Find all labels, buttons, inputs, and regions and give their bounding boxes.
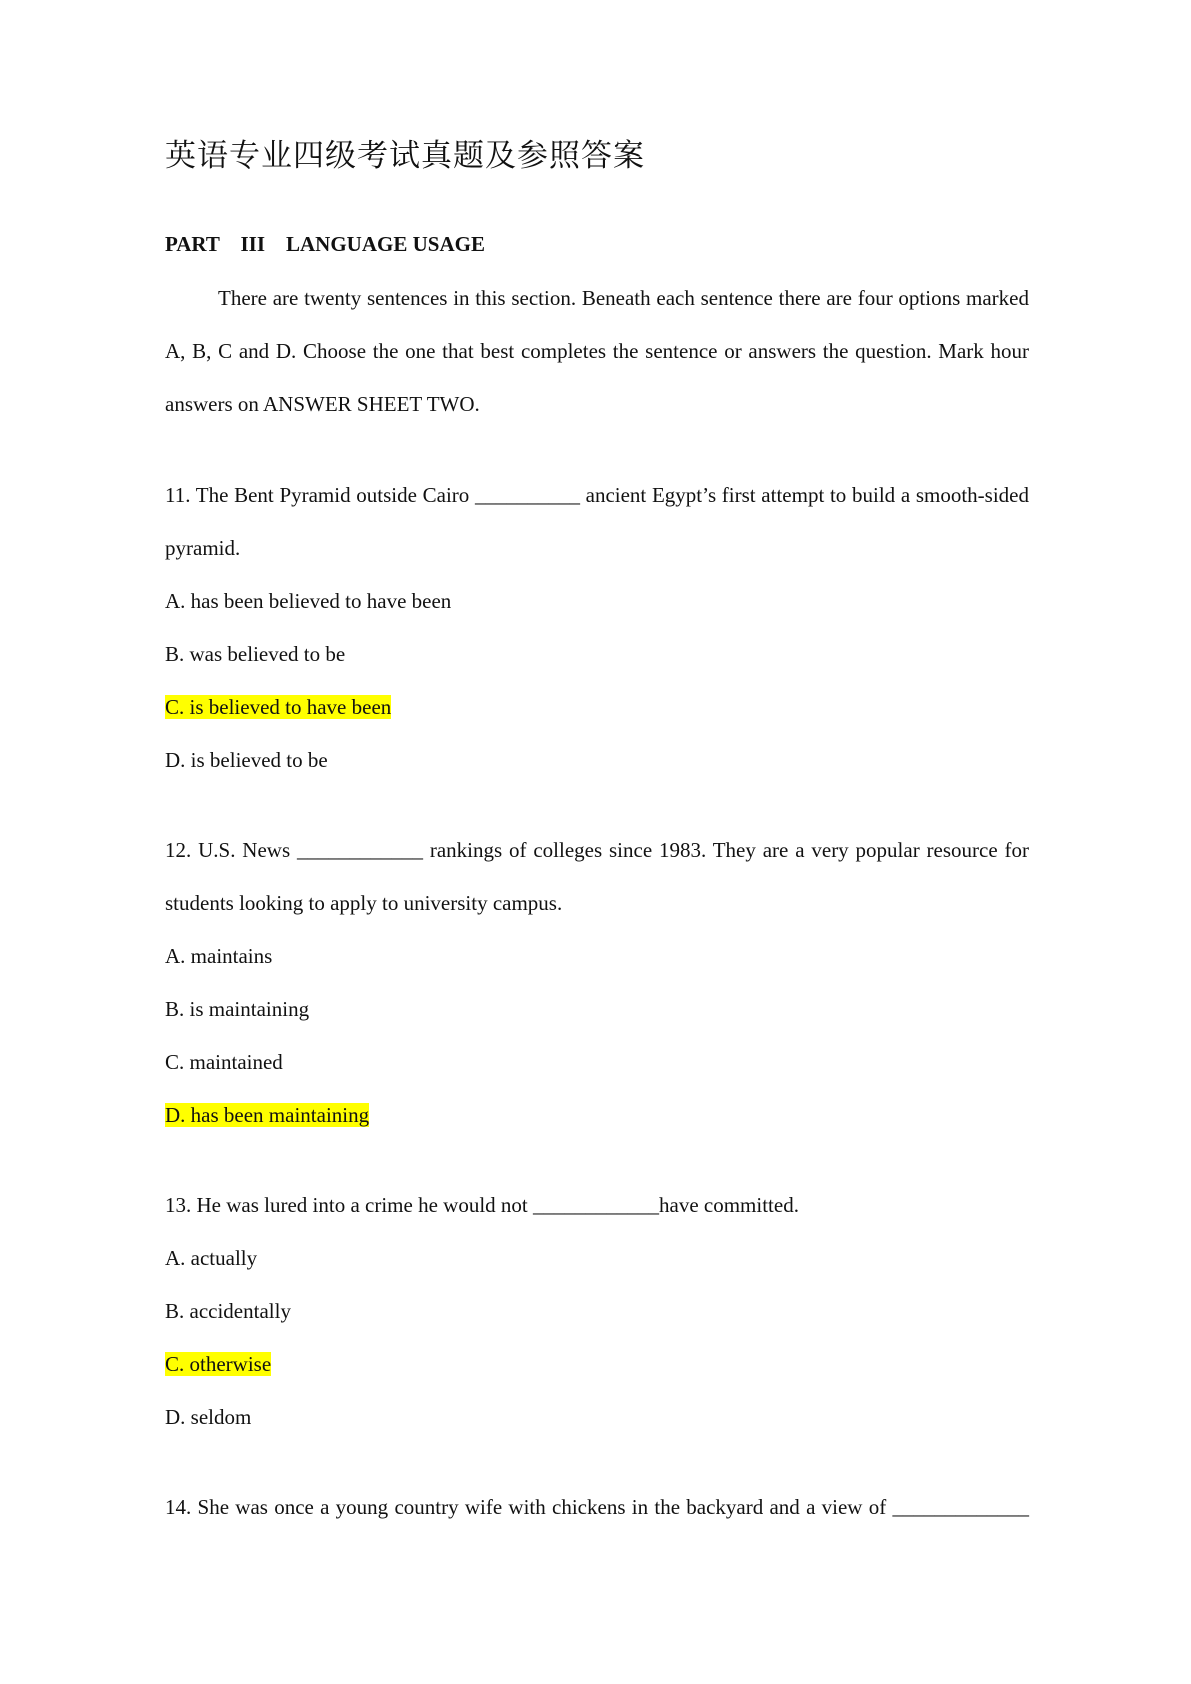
instructions-line-3: answers on ANSWER SHEET TWO. — [165, 392, 480, 416]
instructions-line-1: There are twenty sentences in this section. Beneath each sentence there are four options marked — [218, 286, 1029, 310]
question-11-option-a: A. has been believed to have been — [165, 589, 452, 613]
instructions-line-2: A, B, C and D. Choose the one that best completes the sentence or answers the question. Mark hour — [165, 339, 1029, 363]
answer-highlight: D. has been maintaining — [165, 1103, 370, 1127]
question-14-stem-line-1: 14. She was once a young country wife with chickens in the backyard and a view of _____________ — [165, 1495, 1029, 1519]
question-13-option-b: B. accidentally — [165, 1299, 291, 1323]
question-12-option-c: C. maintained — [165, 1050, 283, 1074]
question-12-stem-line-1: 12. U.S. News ____________ rankings of colleges since 1983. They are a very popular resource for — [165, 838, 1029, 862]
question-11-stem-line-1: 11. The Bent Pyramid outside Cairo __________ ancient Egypt’s first attempt to build a smooth-sided — [165, 483, 1029, 507]
part-heading: PART III LANGUAGE USAGE — [165, 232, 485, 256]
question-11-stem-line-2: pyramid. — [165, 536, 241, 560]
answer-highlight: C. is believed to have been — [165, 695, 392, 719]
question-12-option-b: B. is maintaining — [165, 997, 310, 1021]
document-title: 英语专业四级考试真题及参照答案 — [165, 138, 645, 174]
question-13-option-c — [165, 1350, 1029, 1378]
question-13-stem-line-1: 13. He was lured into a crime he would not ____________have committed. — [165, 1193, 799, 1217]
question-11-option-d: D. is believed to be — [165, 748, 328, 772]
question-12-option-d — [165, 1101, 1029, 1129]
answer-highlight: C. otherwise — [165, 1352, 272, 1376]
question-12-option-a: A. maintains — [165, 944, 273, 968]
question-11-option-c — [165, 693, 1029, 721]
question-11-option-b: B. was believed to be — [165, 642, 346, 666]
question-13-option-a: A. actually — [165, 1246, 258, 1270]
question-12-stem-line-2: students looking to apply to university campus. — [165, 891, 563, 915]
question-13-option-d: D. seldom — [165, 1405, 252, 1429]
